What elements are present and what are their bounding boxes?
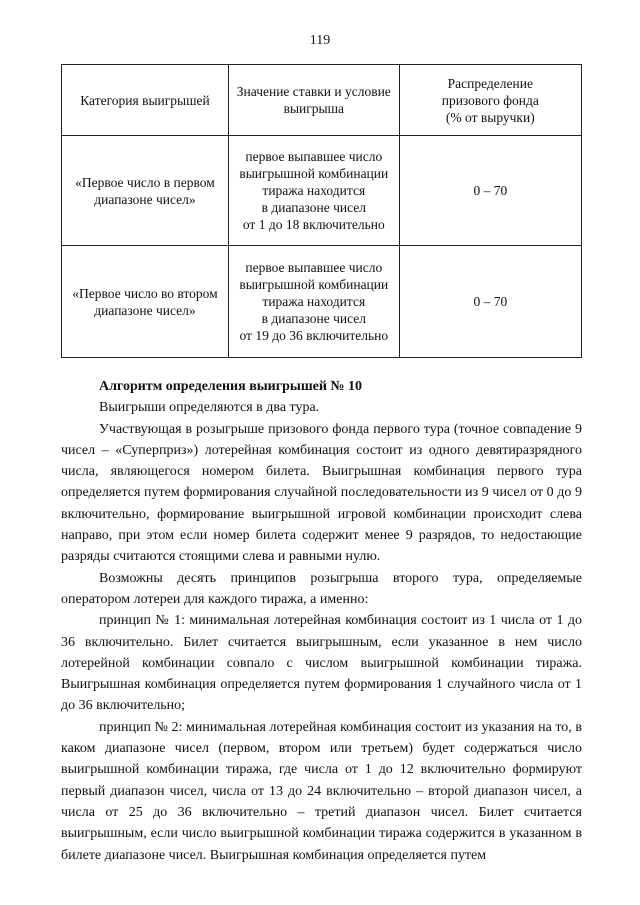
header-distribution: Распределение призового фонда (% от выручки) [399,65,581,136]
table-header-row [62,65,582,136]
prize-distribution-table [61,64,582,358]
cell-distribution: 0 – 70 [399,136,581,246]
paragraph: принцип № 1: минимальная лотерейная комбинация состоит из 1 числа от 1 до 36 включительно. Билет считается выигрышным, если указанное в нем число лотерейной комбинации совпало с числом выигрышной комбинации тиража. Выигрышная комбинация определяется путем формирования 1 случайного числа от 1 до 36 включительно; [61,613,582,714]
cell-category: «Первое число во втором диапазоне чисел» [62,246,229,358]
paragraph: Выигрыши определяются в два тура. [99,400,320,416]
header-condition: Значение ставки и условие выигрыша [228,65,399,136]
paragraph: Участвующая в розыгрыше призового фонда первого тура (точное совпадение 9 чисел – «Суперприз») лотерейная комбинация состоит из одного девятиразрядного числа, являющегося номером билета. Выигрышная комбинация первого тура определяется путем формирования случайной последовательности из 9 чисел от 0 до 9 включительно, формирование выигрышной игровой комбинации происходит слева направо, при этом если номер билета содержит менее 9 разрядов, то недостающие разряды считаются стоящими слева и равными нулю. [61,421,582,565]
table-row [62,136,582,246]
header-category: Категория выигрышей [62,65,229,136]
cell-category: «Первое число в первом диапазоне чисел» [62,136,229,246]
cell-condition: первое выпавшее число выигрышной комбинации тиража находится в диапазоне чисел от 19 до 36 включительно [228,246,399,358]
page-number: 119 [309,33,331,48]
cell-condition: первое выпавшее число выигрышной комбинации тиража находится в диапазоне чисел от 1 до 18 включительно [228,136,399,246]
table-row [62,246,582,358]
paragraph: Возможны десять принципов розыгрыша второго тура, определяемые оператором лотереи для каждого тиража, а именно: [61,570,582,607]
paragraph: принцип № 2: минимальная лотерейная комбинация состоит из указания на то, в каком диапазоне чисел (первом, втором или третьем) будет содержаться число выигрышной комбинации тиража, где числа от 1 до 12 включительно формируют первый диапазон чисел, числа от 13 до 24 включительно – второй диапазон чисел, а числа от 25 до 36 включительно – третий диапазон чисел. Билет считается выигрышным, если число выигрышной комбинации тиража содержится в указанном в билете диапазоне чисел. Выигрышная комбинация определяется путем [61,719,582,863]
section-heading: Алгоритм определения выигрышей № 10 [99,379,362,394]
cell-distribution: 0 – 70 [399,246,581,358]
body-text [61,376,582,866]
